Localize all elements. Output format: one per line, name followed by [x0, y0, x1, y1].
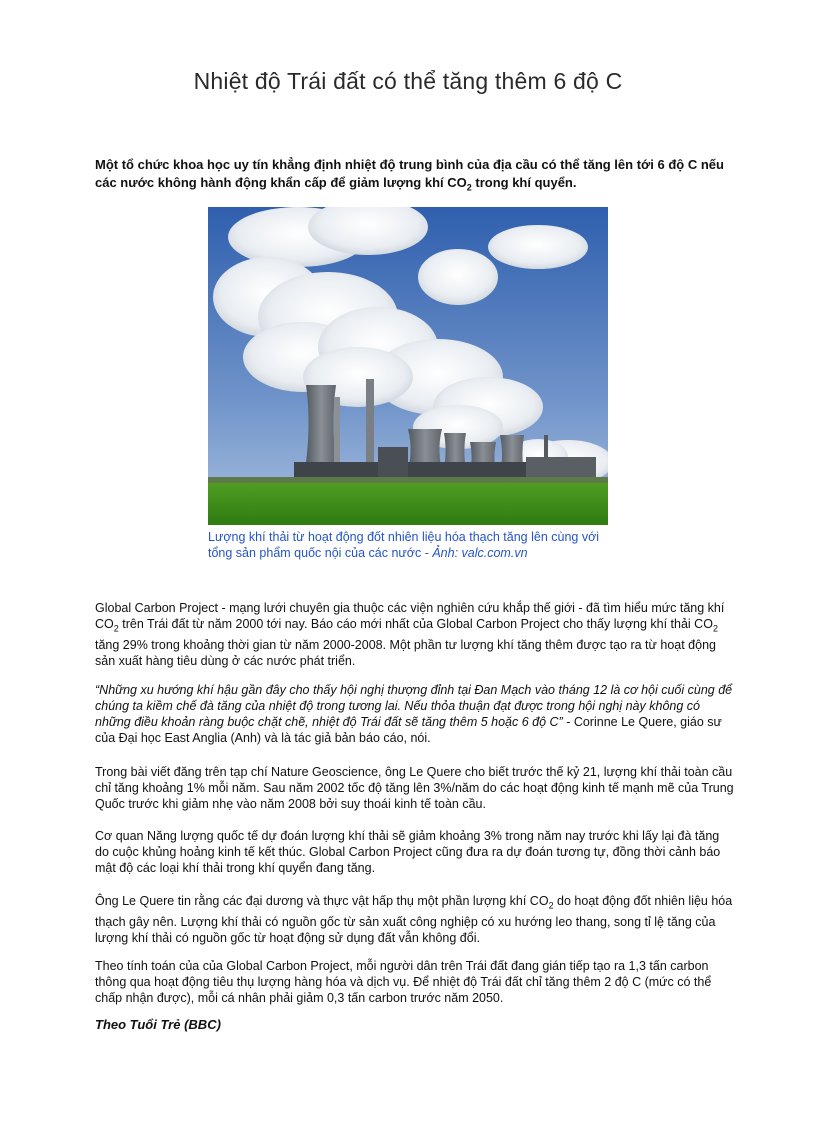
photo-caption [208, 529, 618, 561]
lead-text-end: trong khí quyển. [471, 175, 577, 190]
p1-text-b: trên Trái đất từ năm 2000 tới nay. Báo cáo mới nhất của Global Carbon Project cho thấy lượng khí thải CO [118, 617, 713, 631]
article-title: Nhiệt độ Trái đất có thể tăng thêm 6 độ C [193, 68, 623, 94]
p1-subscript-2: 2 [712, 623, 718, 634]
p2-quote: “Những xu hướng khí hậu gần đây cho thấy hội nghị thượng đỉnh tại Đan Mạch vào tháng 12 là cơ hội cuối cùng để chúng ta kiềm chế đà tăng của nhiệt độ trong tương lai. Nếu thỏa thuận đạt được trong hội nghị này không có những điều khoản ràng buộc chặt chẽ, nhiệt độ Trái đất sẽ tăng thêm 5 hoặc 6 độ C” [95, 683, 733, 729]
paragraph-6: Theo tính toán của của Global Carbon Project, mỗi người dân trên Trái đất đang gián tiếp tạo ra 1,3 tấn carbon thông qua hoạt động tiêu thụ lượng hàng hóa và dịch vụ. Để nhiệt độ Trái đất chỉ tăng thêm 2 độ C (mức có thể chấp nhận được), mỗi cá nhân phải giảm 0,3 tấn carbon trước năm 2050. [95, 959, 712, 1005]
article-source: Theo Tuổi Trẻ (BBC) [95, 1017, 221, 1032]
lead-subscript: 2 [466, 182, 472, 193]
paragraph-4: Cơ quan Năng lượng quốc tế dự đoán lượng khí thải sẽ giảm khoảng 3% trong năm nay trước khi lấy lại đà tăng do cuộc khủng hoảng kinh tế kết thúc. Global Carbon Project cũng đưa ra dự đoán tương tự, đồng thời cảnh báo mật độ các loại khí thải trong khí quyển đang tăng. [95, 829, 721, 875]
article-lead [95, 156, 735, 197]
paragraph-2 [95, 682, 735, 746]
paragraph-1 [95, 600, 735, 669]
p5-text-a: Ông Le Quere tin rằng các đại dương và thực vật hấp thụ một phần lượng khí CO [95, 894, 549, 908]
p2-attribution: - Corinne Le Quere, giáo sư của Đại học East Anglia (Anh) và là tác giả bản báo cáo, nói. [95, 715, 722, 745]
caption-credit: Ảnh: valc.com.vn [432, 546, 528, 560]
p5-text-b: do hoạt động đốt nhiên liệu hóa thạch gây nên. Lượng khí thải có nguồn gốc từ sản xuất công nghiệp có xu hướng leo thang, song tỉ lệ tăng của lượng khí thải có nguồn gốc từ hoạt động sử dụng đất vẫn không đổi. [95, 894, 733, 945]
caption-text: Lượng khí thải từ hoạt động đốt nhiên liệu hóa thạch tăng lên cùng với tổng sản phẩm quốc nội của các nước - [208, 530, 600, 560]
lead-text: Một tổ chức khoa học uy tín khẳng định nhiệt độ trung bình của địa cầu có thể tăng lên tới 6 độ C nếu các nước không hành động khẩn cấp để giảm lượng khí CO [95, 157, 724, 190]
p1-subscript-1: 2 [113, 623, 119, 634]
p5-subscript: 2 [548, 900, 554, 911]
p1-text-c: tăng 29% trong khoảng thời gian từ năm 2000-2008. Một phần tư lượng khí tăng thêm được tạo ra từ hoạt động sản xuất hàng tiêu dùng ở các nước phát triển. [95, 637, 716, 668]
p1-text-a: Global Carbon Project - mạng lưới chuyên gia thuộc các viện nghiên cứu khắp thế giới - đã tìm hiểu mức tăng khí CO [95, 601, 725, 631]
power-plant-photo [208, 207, 608, 525]
paragraph-3: Trong bài viết đăng trên tạp chí Nature Geoscience, ông Le Quere cho biết trước thế kỷ 21, lượng khí thải toàn cầu chỉ tăng khoảng 1% mỗi năm. Sau năm 2002 tốc độ tăng lên 3%/năm do các hoạt động kinh tế mạnh mẽ của Trung Quốc trước khi giảm nhẹ vào năm 2008 bởi suy thoái kinh tế toàn cầu. [95, 765, 734, 811]
paragraph-5 [95, 893, 735, 946]
